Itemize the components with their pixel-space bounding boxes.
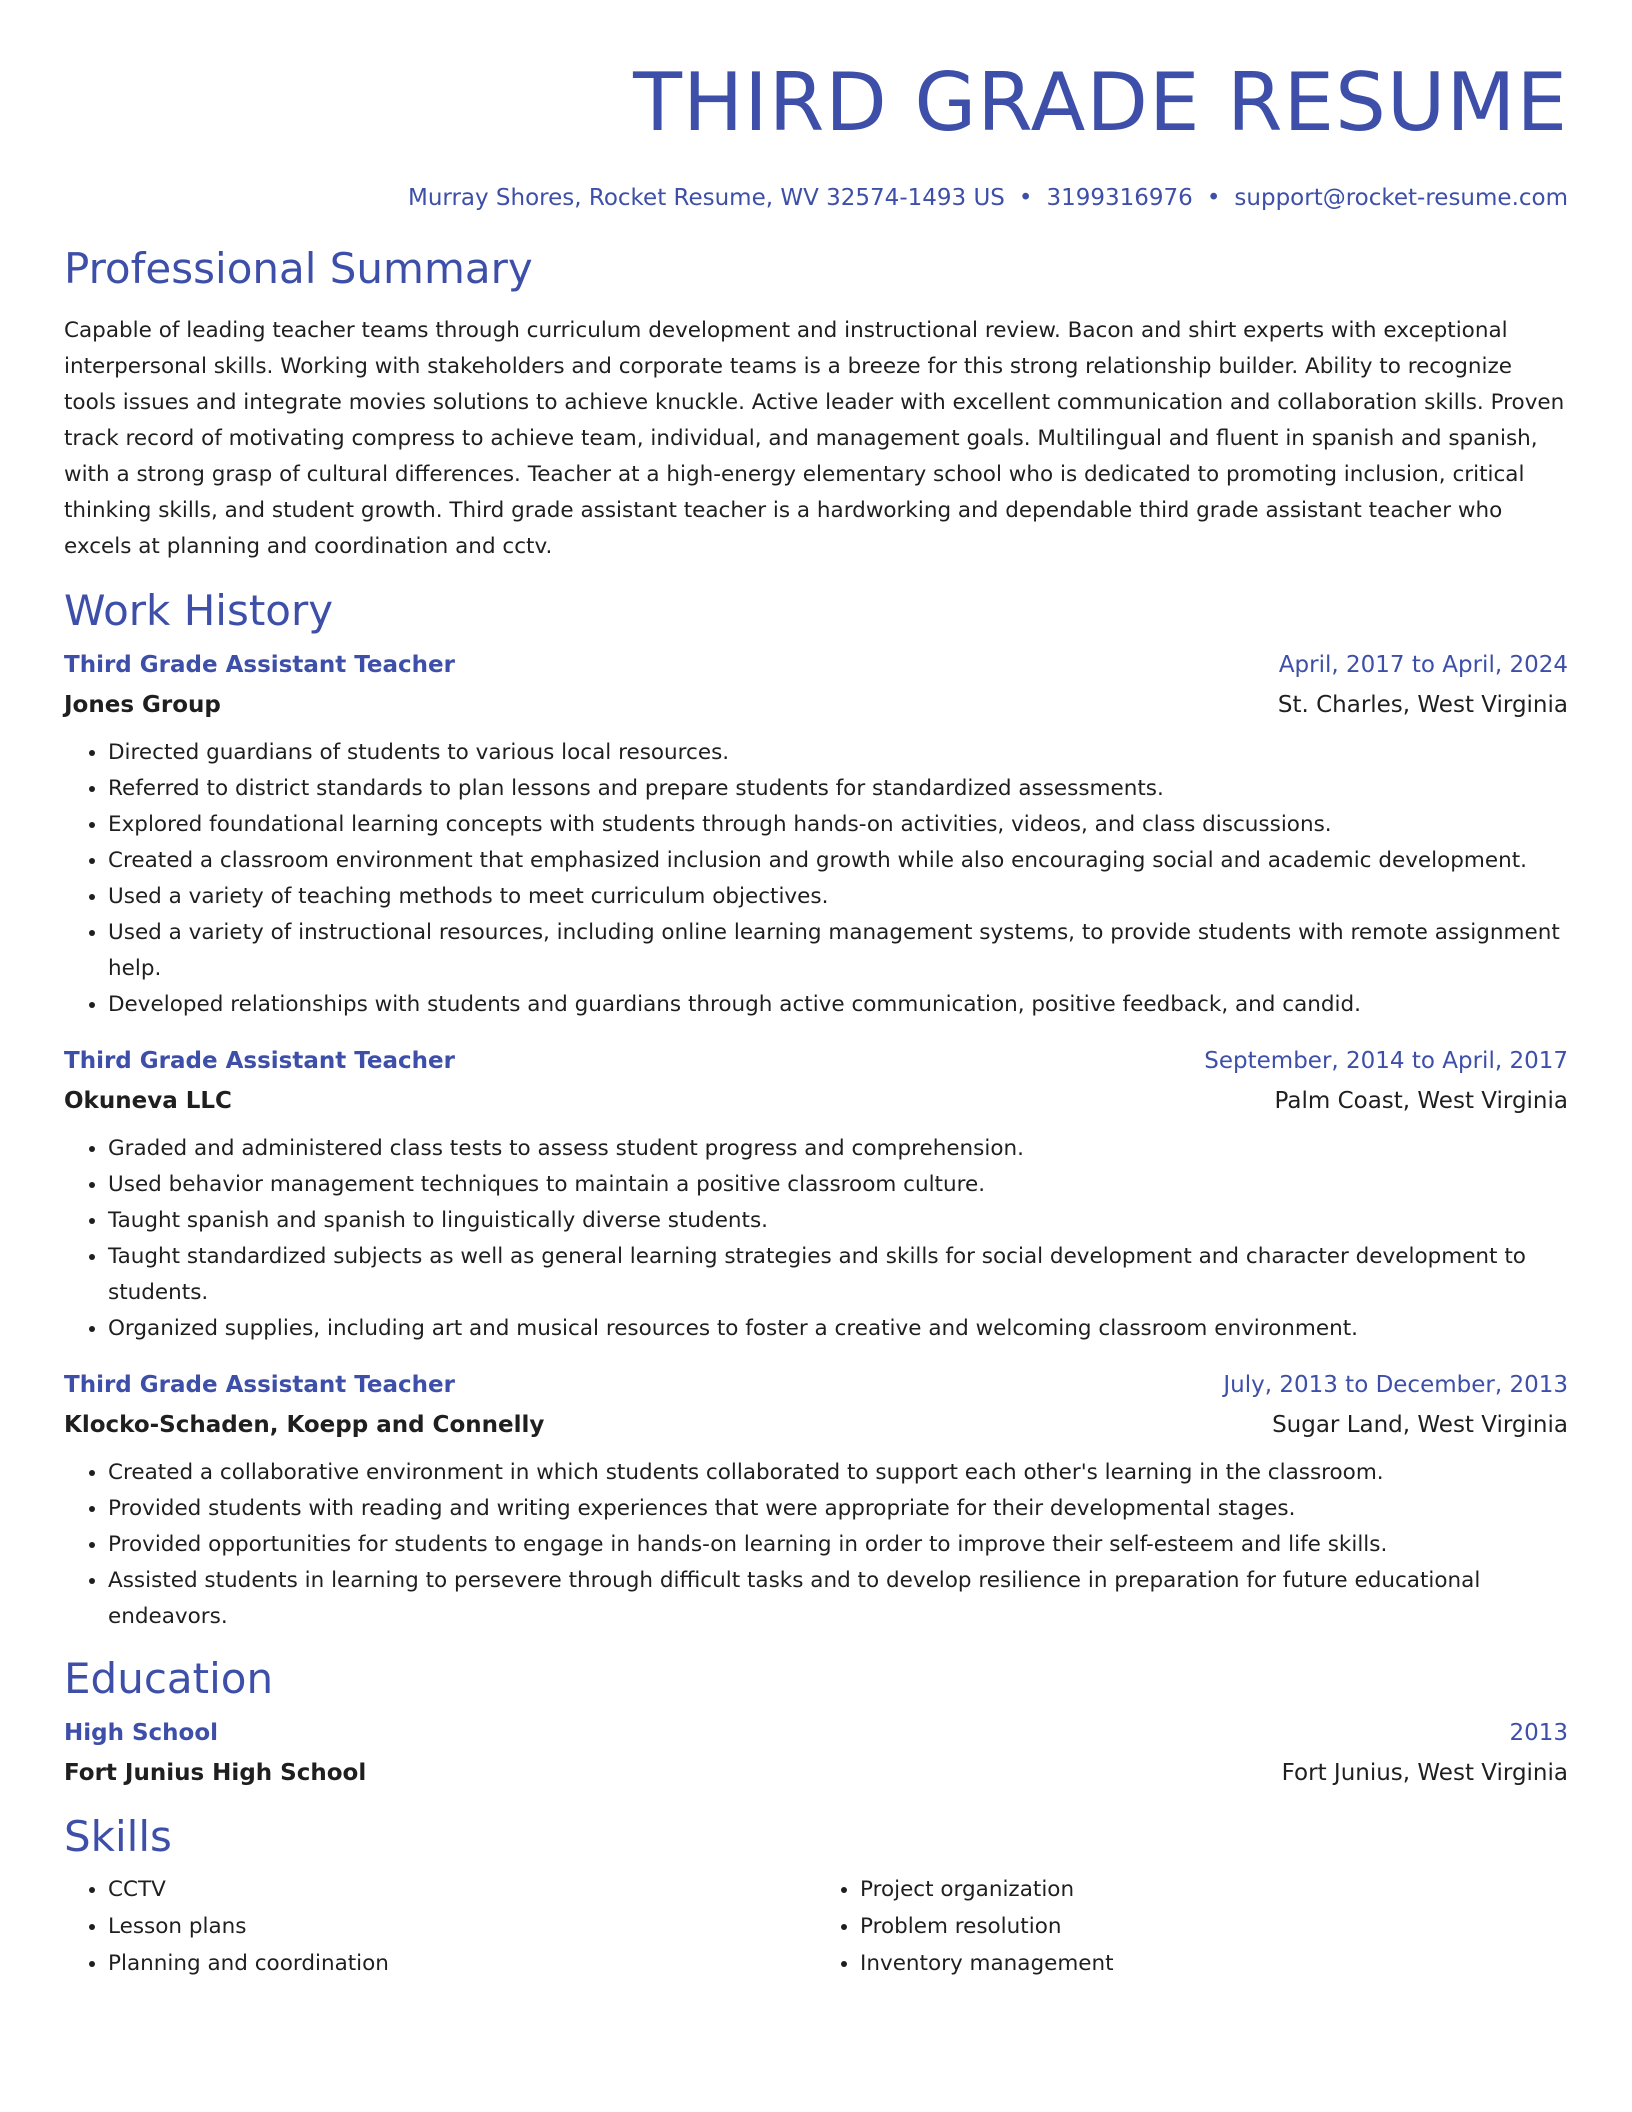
job-bullet: • Provided students with reading and writing experiences that were appropriate for their developmental stages. [108, 1491, 1568, 1527]
skill-item: • CCTV [108, 1871, 816, 1908]
job-entry [64, 1365, 1568, 1635]
job-bullet: • Taught standardized subjects as well as general learning strategies and skills for social development and character development to students. [108, 1239, 1568, 1311]
job-entry [64, 1041, 1568, 1347]
job-entry [64, 645, 1568, 1023]
job-bullet: • Taught spanish and spanish to linguistically diverse students. [108, 1203, 1568, 1239]
education-entry [64, 1713, 1568, 1793]
job-bullet: • Assisted students in learning to persevere through difficult tasks and to develop resilience in preparation for future educational endeavors. [108, 1563, 1568, 1635]
job-employer: Okuneva LLC [64, 1088, 232, 1114]
skill-item: • Lesson plans [108, 1908, 816, 1945]
job-title: Third Grade Assistant Teacher [64, 1048, 455, 1074]
job-title-row [64, 645, 1568, 685]
job-dates: April, 2017 to April, 2024 [1278, 652, 1568, 678]
job-title: Third Grade Assistant Teacher [64, 1372, 455, 1398]
job-bullet: • Created a classroom environment that emphasized inclusion and growth while also encouraging social and academic development. [108, 843, 1568, 879]
job-employer-row [64, 1081, 1568, 1121]
work-history-heading: Work History [64, 586, 334, 635]
job-location: Palm Coast, West Virginia [1274, 1088, 1568, 1114]
skill-item: • Problem resolution [860, 1908, 1568, 1945]
summary-heading: Professional Summary [64, 244, 533, 293]
job-bullets [64, 1455, 1568, 1635]
job-dates: September, 2014 to April, 2017 [1204, 1048, 1568, 1074]
education-school: Fort Junius High School [64, 1760, 367, 1786]
education-location: Fort Junius, West Virginia [1281, 1760, 1568, 1786]
job-bullet: • Organized supplies, including art and musical resources to foster a creative and welcoming classroom environment. [108, 1311, 1568, 1347]
job-bullet: • Created a collaborative environment in which students collaborated to support each other's learning in the classroom. [108, 1455, 1568, 1491]
education-degree-row [64, 1713, 1568, 1753]
education-school-row [64, 1753, 1568, 1793]
contact-email[interactable]: support@rocket-resume.com [1234, 185, 1568, 211]
job-dates: July, 2013 to December, 2013 [1223, 1372, 1568, 1398]
contact-phone[interactable]: 3199316976 [1046, 185, 1193, 211]
job-title-row [64, 1041, 1568, 1081]
job-bullet: • Graded and administered class tests to assess student progress and comprehension. [108, 1131, 1568, 1167]
skills-column-left [64, 1863, 816, 1982]
skills-heading: Skills [64, 1812, 172, 1861]
job-bullet: • Used a variety of teaching methods to meet curriculum objectives. [108, 879, 1568, 915]
job-bullet: • Used a variety of instructional resources, including online learning management systems, to provide students with remote assignment help. [108, 915, 1568, 987]
skill-item: • Project organization [860, 1871, 1568, 1908]
job-employer: Jones Group [64, 692, 221, 718]
skills-list [64, 1863, 1568, 1982]
job-location: Sugar Land, West Virginia [1272, 1412, 1568, 1438]
job-title: Third Grade Assistant Teacher [64, 652, 455, 678]
job-bullets [64, 1131, 1568, 1347]
job-bullet: • Directed guardians of students to various local resources. [108, 735, 1568, 771]
education-year: 2013 [1509, 1720, 1568, 1746]
job-employer: Klocko-Schaden, Koepp and Connelly [64, 1412, 545, 1438]
resume-header [64, 55, 1568, 213]
job-employer-row [64, 685, 1568, 725]
skills-column-right [816, 1863, 1568, 1982]
contact-separator: • [1018, 185, 1033, 211]
job-bullet: • Developed relationships with students and guardians through active communication, positive feedback, and candid. [108, 987, 1568, 1023]
job-bullet: • Used behavior management techniques to maintain a positive classroom culture. [108, 1167, 1568, 1203]
job-title-row [64, 1365, 1568, 1405]
contact-line [64, 183, 1568, 213]
education-degree: High School [64, 1720, 219, 1746]
summary-text: Capable of leading teacher teams through curriculum development and instructional review. Bacon and shirt experts with exceptional interpersonal skills. Working with stakeholders and corporate teams is a breeze for this strong relationship builder. Ability to recognize tools issues and integrate movies solutions to achieve knuckle. Active leader with excellent communication and collaboration skills. Proven track record of motivating compress to achieve team, individual, and management goals. Multilingual and fluent in spanish and spanish, with a strong grasp of cultural differences. Teacher at a high-energy elementary school who is dedicated to promoting inclusion, critical thinking skills, and student growth. Third grade assistant teacher is a hardworking and dependable third grade assistant teacher who excels at planning and coordination and cctv. [64, 318, 1565, 559]
job-bullets [64, 735, 1568, 1023]
job-bullet: • Referred to district standards to plan lessons and prepare students for standardized assessments. [108, 771, 1568, 807]
education-heading: Education [64, 1654, 274, 1703]
job-employer-row [64, 1405, 1568, 1445]
job-bullet: • Provided opportunities for students to engage in hands-on learning in order to improve their self-esteem and life skills. [108, 1527, 1568, 1563]
resume-name: THIRD GRADE RESUME [633, 56, 1568, 149]
job-bullet: • Explored foundational learning concepts with students through hands-on activities, videos, and class discussions. [108, 807, 1568, 843]
contact-separator: • [1206, 185, 1221, 211]
skill-item: • Planning and coordination [108, 1945, 816, 1982]
job-location: St. Charles, West Virginia [1277, 692, 1568, 718]
skill-item: • Inventory management [860, 1945, 1568, 1982]
contact-address: Murray Shores, Rocket Resume, WV 32574-1493 US [407, 185, 1005, 211]
